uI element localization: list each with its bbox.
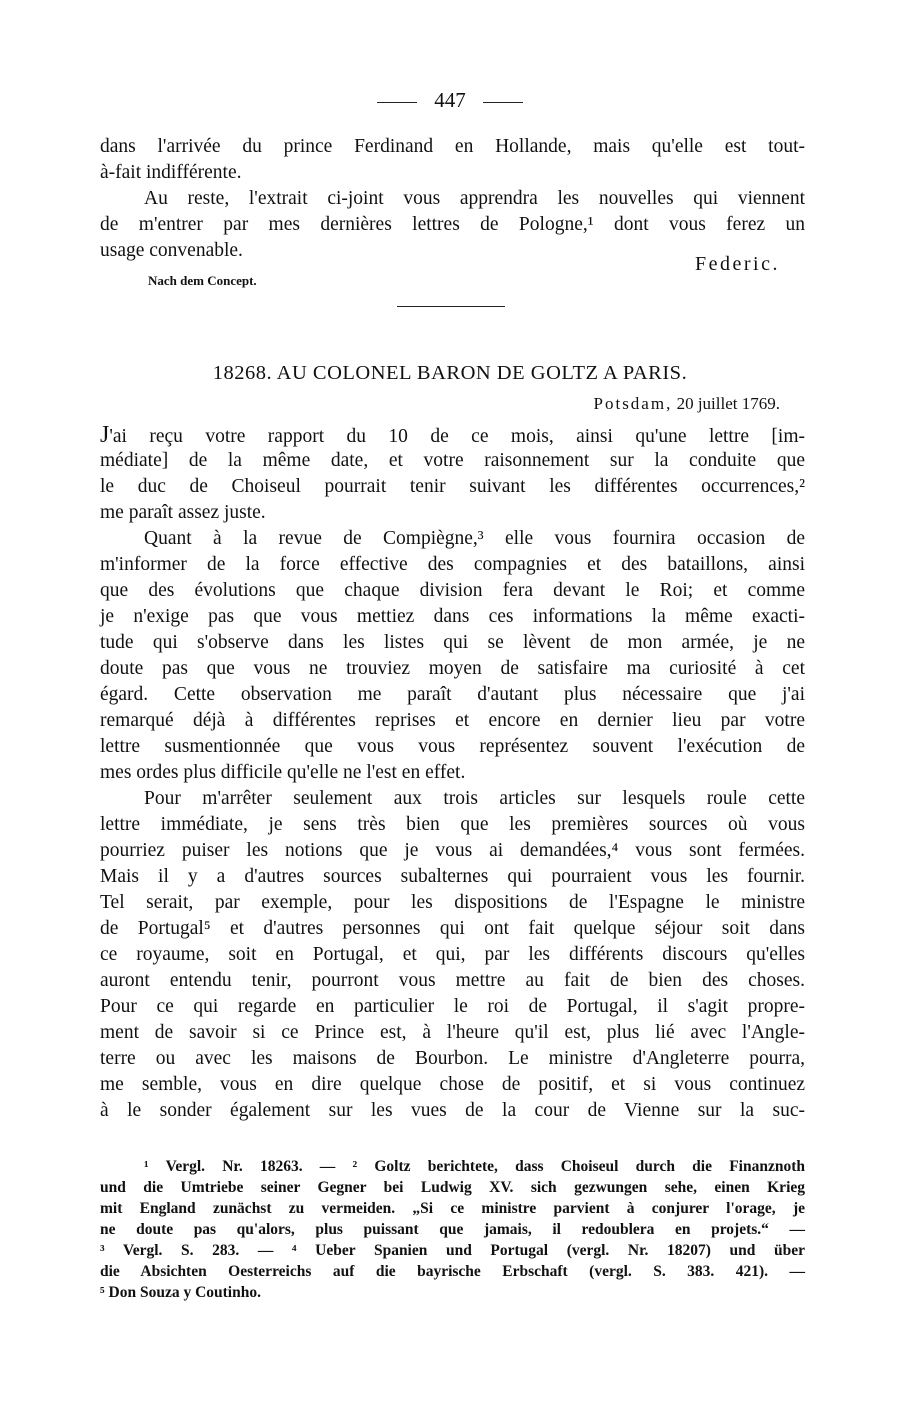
intro-paragraphs xyxy=(100,134,805,264)
footnote-line: ¹ Vergl. Nr. 18263. — ² Goltz berichtete, dass Choiseul durch die Finanznoth xyxy=(144,1158,805,1175)
text-line: dans l'arrivée du prince Ferdinand en Hollande, mais qu'elle est tout- xyxy=(100,136,805,157)
letter-body xyxy=(100,422,805,1124)
footnote-line: die Absichten Oesterreichs auf die bayrische Erbschaft (vergl. S. 383. 421). — xyxy=(100,1263,805,1280)
text-line: usage convenable. xyxy=(100,240,243,261)
text-line: Pour m'arrêter seulement aux trois articles sur lesquels roule cette xyxy=(144,788,805,809)
drop-initial: J xyxy=(100,422,110,448)
letter-title: AU COLONEL BARON DE GOLTZ A PARIS. xyxy=(276,362,688,384)
text-line: mes ordes plus difficile qu'elle ne l'est en effet. xyxy=(100,762,466,783)
footnote-line: ne doute pas qu'alors, plus puissant que jamais, il redoublera en projets.“ — xyxy=(100,1221,805,1238)
letter-heading xyxy=(0,362,900,385)
text-line: ment de savoir si ce Prince est, à l'heure qu'il est, plus lié avec l'Angle- xyxy=(100,1022,805,1043)
text-line: que des évolutions que chaque division fera devant le Roi; et comme xyxy=(100,580,805,601)
text-line: Mais il y a d'autres sources subalternes qui pourraient vous les fournir. xyxy=(100,866,805,887)
text-line: tude qui s'observe dans les listes qui se lèvent de mon armée, je ne xyxy=(100,632,805,653)
text-line: me paraît assez juste. xyxy=(100,502,266,523)
text-line: Quant à la revue de Compiègne,³ elle vous fournira occasion de xyxy=(144,528,805,549)
text-line: lettre immédiate, je sens très bien que les premières sources où vous xyxy=(100,814,805,835)
footnote-line: mit England zunächst zu vermeiden. „Si ce ministre parvient à conjurer l'orage, je xyxy=(100,1200,805,1217)
signature: Federic. xyxy=(695,253,780,275)
footnote-line: ³ Vergl. S. 283. — ⁴ Ueber Spanien und Portugal (vergl. Nr. 18207) und über xyxy=(100,1242,805,1259)
text-line: le duc de Choiseul pourrait tenir suivant les différentes occurrences,² xyxy=(100,476,805,497)
place-date xyxy=(594,394,780,414)
text-line: ce royaume, soit en Portugal, et qui, par les différents discours qu'elles xyxy=(100,944,805,965)
text-line: lettre susmentionnée que vous vous représentez souvent l'exécution de xyxy=(100,736,805,757)
source-note: Nach dem Concept. xyxy=(148,273,257,288)
text-line-first xyxy=(100,422,805,448)
letter-number: 18268. xyxy=(212,362,273,384)
text-line: pourriez puiser les notions que je vous ai demandées,⁴ vous sont fermées. xyxy=(100,840,805,861)
text-line: Au reste, l'extrait ci-joint vous apprendra les nouvelles qui viennent xyxy=(144,188,805,209)
letter-date: 20 juillet 1769. xyxy=(676,394,780,413)
text-line: de Portugal⁵ et d'autres personnes qui ont fait quelque séjour soit dans xyxy=(100,918,805,939)
footnote-line: ⁵ Don Souza y Coutinho. xyxy=(100,1284,261,1301)
header-dash-left xyxy=(377,102,417,103)
page-number: 447 xyxy=(434,88,466,112)
page-header xyxy=(0,88,900,113)
text-line: 'ai reçu votre rapport du 10 de ce mois, ainsi qu'une lettre [im- xyxy=(109,426,805,447)
text-line: Pour ce qui regarde en particulier le roi de Portugal, il s'agit propre- xyxy=(100,996,805,1017)
text-line: me semble, vous en dire quelque chose de positif, et si vous continuez xyxy=(100,1074,805,1095)
footnotes xyxy=(100,1156,805,1303)
text-line: doute pas que vous ne trouviez moyen de satisfaire ma curiosité à cet xyxy=(100,658,805,679)
text-line: terre ou avec les maisons de Bourbon. Le ministre d'Angleterre pourra, xyxy=(100,1048,805,1069)
text-line: à le sonder également sur les vues de la cour de Vienne sur la suc- xyxy=(100,1100,805,1121)
section-divider xyxy=(397,306,505,307)
letter-place: Potsdam, xyxy=(593,394,673,413)
text-line: de m'entrer par mes dernières lettres de Pologne,¹ dont vous ferez un xyxy=(100,214,805,235)
header-dash-right xyxy=(483,102,523,103)
text-line: Tel serait, par exemple, pour les dispositions de l'Espagne le ministre xyxy=(100,892,805,913)
text-line: à-fait indifférente. xyxy=(100,162,242,183)
text-line: remarqué déjà à différentes reprises et encore en dernier lieu par votre xyxy=(100,710,805,731)
text-line: médiate] de la même date, et votre raisonnement sur la conduite que xyxy=(100,450,805,471)
text-line: égard. Cette observation me paraît d'autant plus nécessaire que j'ai xyxy=(100,684,805,705)
text-line: auront entendu tenir, pourront vous mettre au fait de bien des choses. xyxy=(100,970,805,991)
text-line: m'informer de la force effective des compagnies et des bataillons, ainsi xyxy=(100,554,805,575)
footnote-line: und die Umtriebe seiner Gegner bei Ludwig XV. sich gezwungen sehe, einen Krieg xyxy=(100,1179,805,1196)
text-line: je n'exige pas que vous mettiez dans ces informations la même exacti- xyxy=(100,606,805,627)
